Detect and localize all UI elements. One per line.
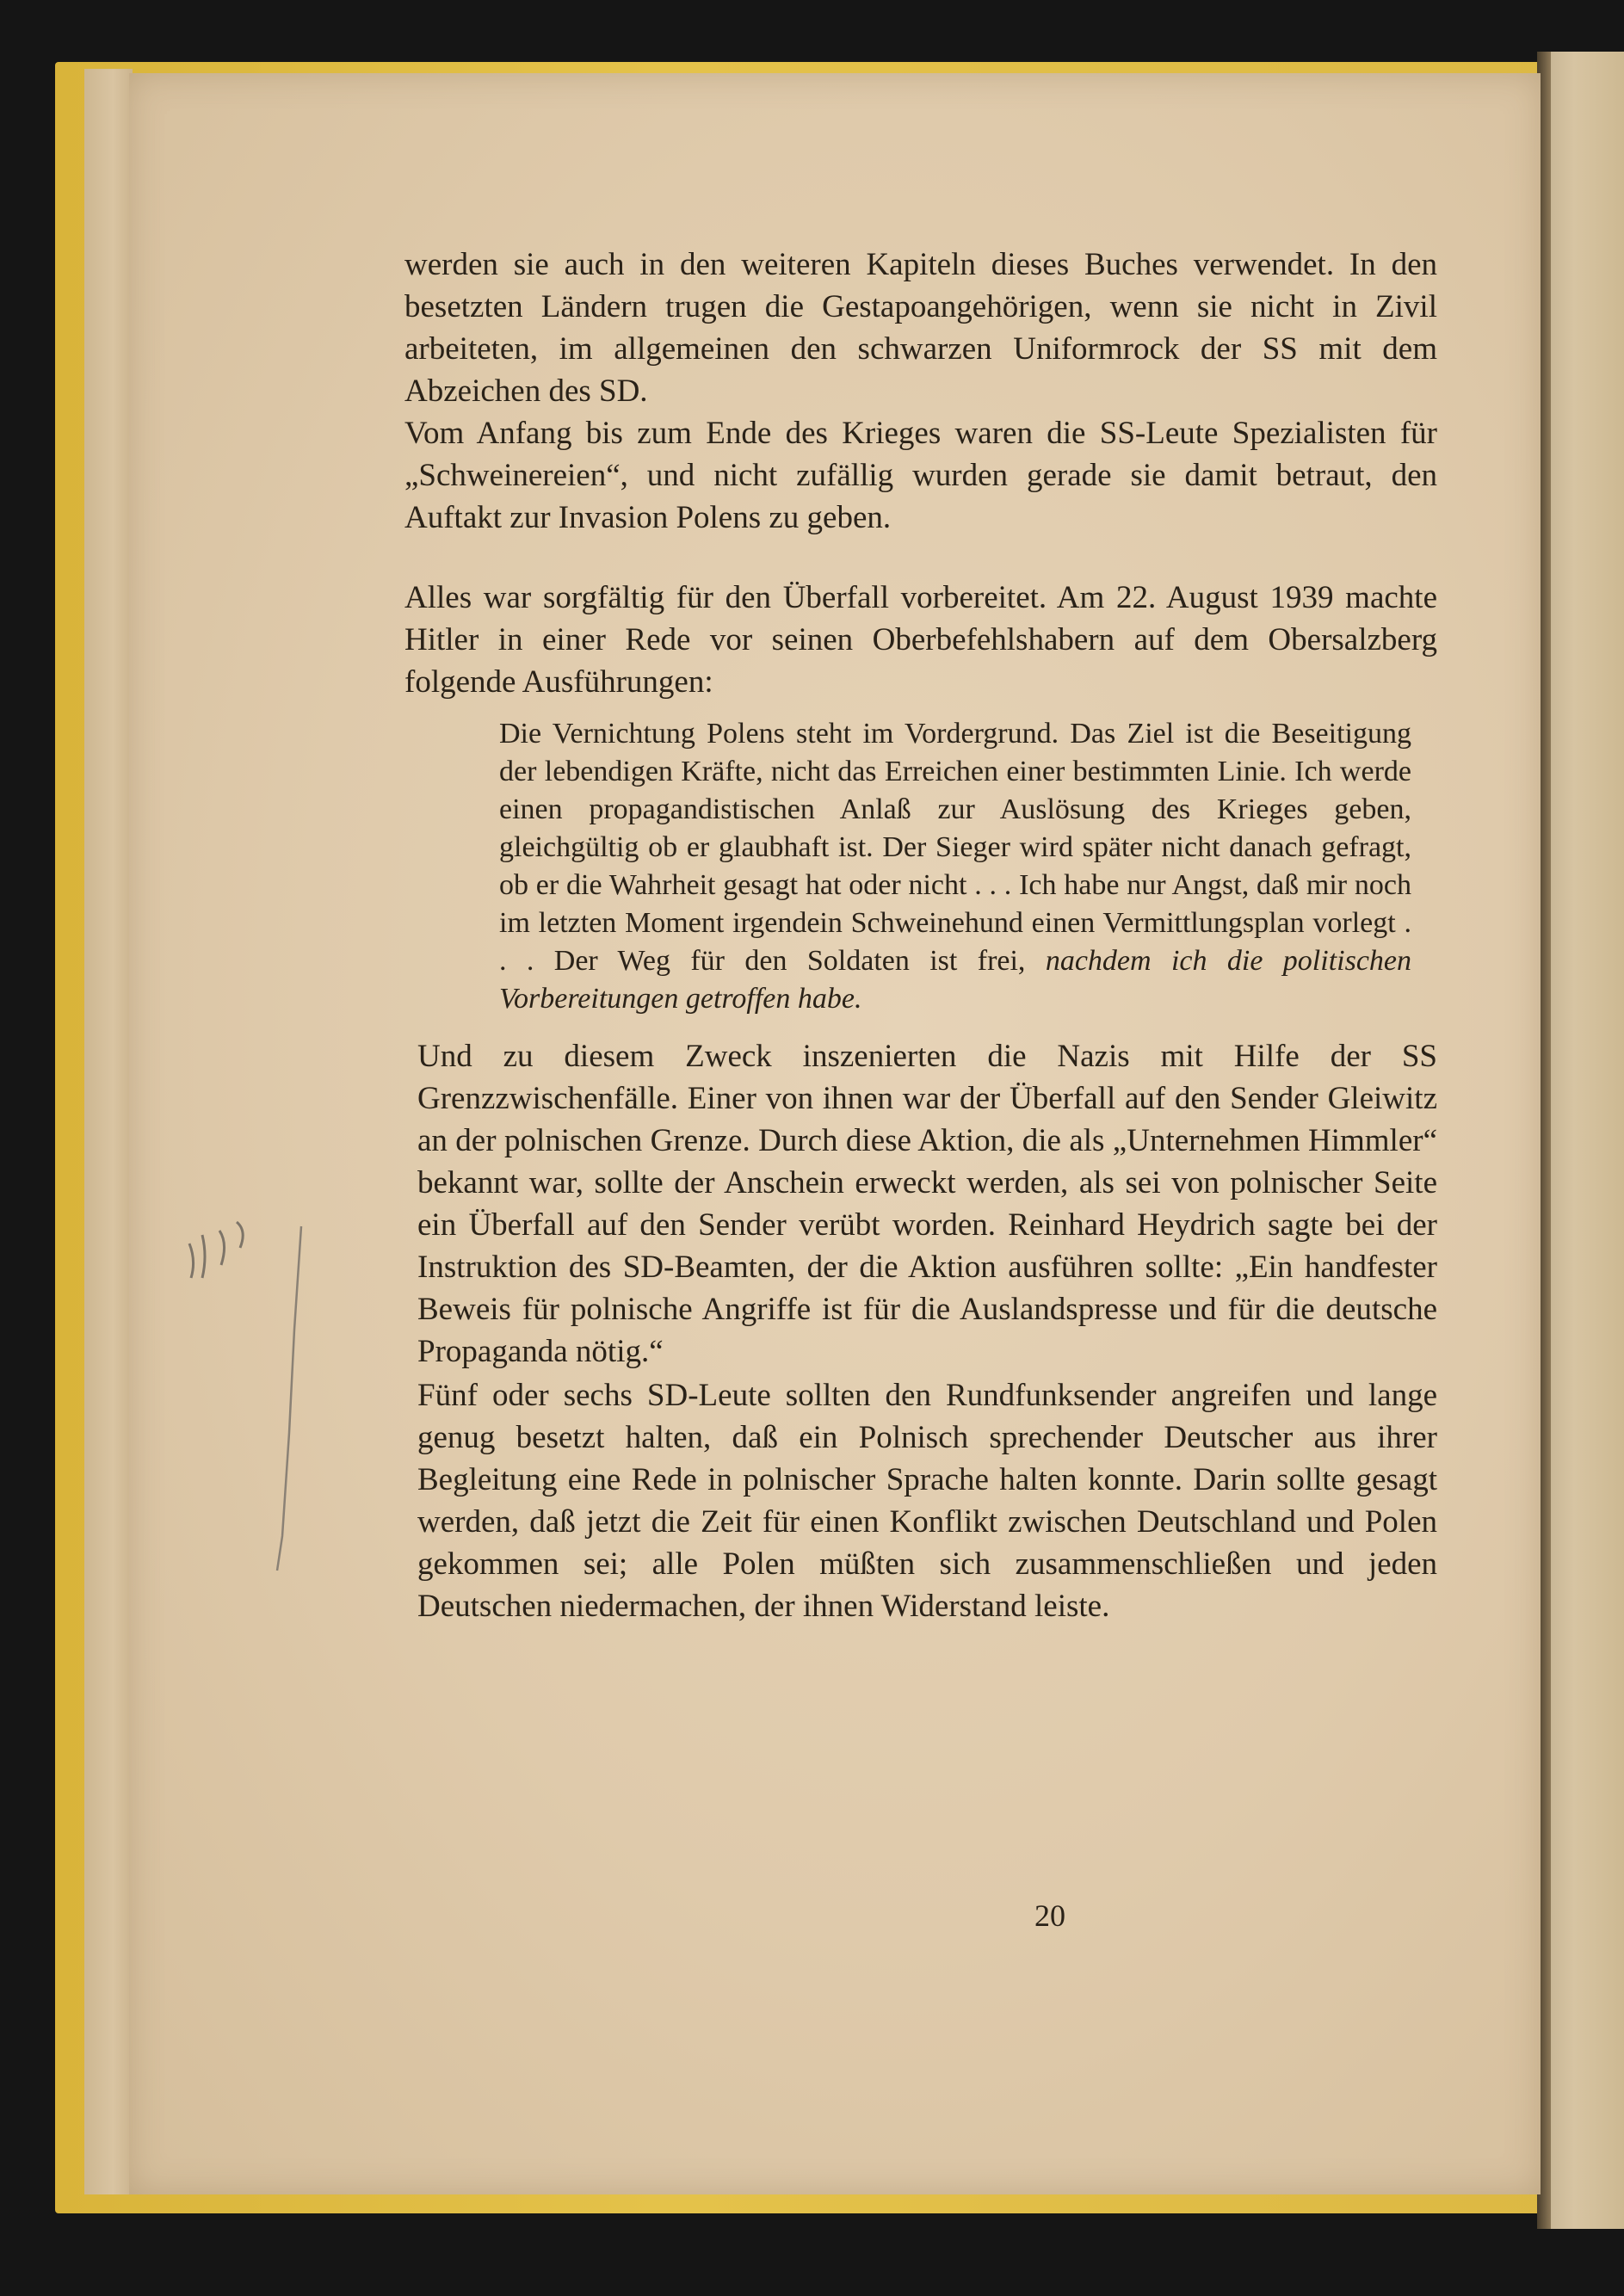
book-page — [129, 73, 1541, 2194]
page-edge-left — [84, 69, 133, 2194]
quote-text: Die Vernichtung Polens steht im Vordergrund. Das Ziel ist die Beseitigung der lebendigen Kräfte, nicht das Erreichen einer bestimmten Linie. Ich werde einen propagandistischen Anlaß zur Auslösung des Krieges geben, gleichgültig ob er glaubhaft ist. Der Sieger wird später nicht danach gefragt, ob er die Wahrheit gesagt hat oder nicht . . . Ich habe nur Angst, daß mir noch im letzten Moment irgendein Schweinehund einen Vermittlungsplan vorlegt . . . Der Weg für den Soldaten ist frei, — [499, 718, 1411, 977]
paragraph-2: Vom Anfang bis zum Ende des Krieges waren die SS-Leute Spezialisten für „Schweinereien“, und nicht zufällig wurden gerade sie damit betraut, den Auftakt zur Invasion Polens zu geben. — [404, 416, 1437, 535]
page-number: 20 — [1034, 1898, 1065, 1933]
paragraph-5: Fünf oder sechs SD-Leute sollten den Rundfunksender angreifen und lange genug besetzt halten, daß ein Polnisch sprechender Deutscher aus ihrer Begleitung eine Rede in polnischer Sprache halten konnte. Darin sollte gesagt werden, daß jetzt die Zeit für einen Konflikt zwischen Deutschland und Polen gekommen sei; alle Polen müßten sich zusammenschließen und jeden Deutschen niedermachen, der ihnen Widerstand leiste. — [417, 1378, 1437, 1624]
section-gap — [404, 539, 1437, 577]
paragraph-1: werden sie auch in den weiteren Kapiteln dieses Buches verwendet. In den besetzten Ländern trugen die Gestapoangehörigen, wenn sie nicht in Zivil arbeiteten, im allgemeinen den schwarzen Uniformrock der SS mit dem Abzeichen des SD. — [404, 247, 1437, 409]
hitler-quote — [499, 715, 1411, 1018]
pencil-annotation — [172, 1209, 327, 1579]
paragraph-4: Und zu diesem Zweck inszenierten die Nazis mit Hilfe der SS Grenzzwischenfälle. Einer von ihnen war der Überfall auf den Sender Gleiwitz an der polnischen Grenze. Durch diese Aktion, die als „Unternehmen Himmler“ bekannt war, sollte der Anschein erweckt werden, als sei von polnischer Seite ein Überfall auf den Sender verübt worden. Reinhard Heydrich sagte bei der Instruktion des SD-Beamten, der die Aktion ausführen sollte: „Ein handfester Beweis für polnische Angriffe ist für die Auslandspresse und für die deutsche Propaganda nötig.“ — [417, 1039, 1437, 1369]
quote-italic-text: nachdem ich die politischen Vorbereitungen getroffen habe. — [499, 945, 1411, 1015]
paragraph-3: Alles war sorgfältig für den Überfall vorbereitet. Am 22. August 1939 machte Hitler in einer Rede vor seinen Oberbefehlshabern auf dem Obersalzberg folgende Ausführungen: — [404, 580, 1437, 700]
page-text — [404, 244, 1437, 1627]
